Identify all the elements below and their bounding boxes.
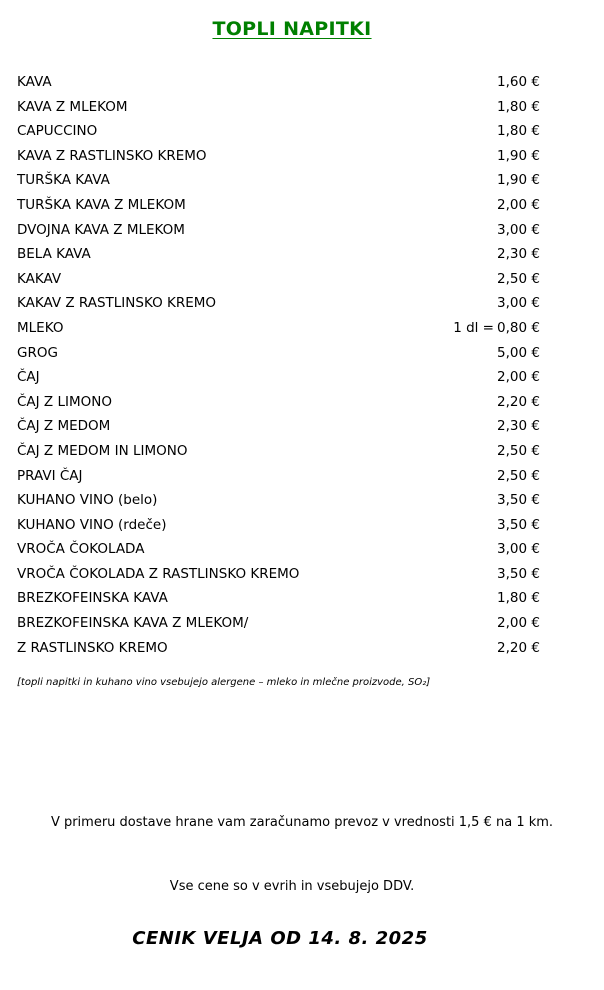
delivery-note: V primeru dostave hrane vam zaračunamo prevoz v vrednosti 1,5 € na 1 km. [50,815,554,830]
menu-item [17,537,549,562]
menu-item [17,464,549,489]
menu-item-price: 2,30 € [497,418,540,435]
menu-item-name: MLEKO [17,319,64,336]
menu-item-name: KAKAV Z RASTLINSKO KREMO [17,295,217,312]
menu-item-price: 1,80 € [497,123,540,140]
menu-item-name: Z RASTLINSKO KREMO [17,639,168,656]
menu-item-name: PRAVI ČAJ [17,467,83,484]
menu-item [17,218,549,243]
page-title: TOPLI NAPITKI [212,18,372,40]
menu-item [17,242,549,267]
menu-item [17,365,549,390]
menu-item-price: 1,60 € [497,74,540,90]
menu-item [17,119,549,144]
menu-item-name: KAVA Z RASTLINSKO KREMO [17,147,207,164]
price-list [17,70,549,660]
menu-item-price: 3,00 € [497,295,540,312]
menu-item [17,267,549,292]
menu-item-price: 2,20 € [497,393,540,410]
menu-item-price: 2,50 € [497,442,540,459]
menu-item-name: KAVA [17,74,52,90]
menu-item-name: GROG [17,344,58,361]
menu-item [17,168,549,193]
menu-item-price: 3,00 € [497,541,540,558]
menu-item-price: 3,50 € [497,492,540,509]
menu-item-name: KAVA Z MLEKOM [17,98,128,115]
menu-item-price: 2,00 € [497,369,540,386]
menu-item-name: KUHANO VINO (belo) [17,492,158,509]
menu-item-name: BREZKOFEINSKA KAVA Z MLEKOM/ [17,615,249,632]
menu-item [17,70,549,95]
menu-item-name: ČAJ Z LIMONO [17,393,112,410]
menu-item-price: 2,00 € [497,196,540,213]
menu-item-price: 2,50 € [497,467,540,484]
menu-item-price: 5,00 € [497,344,540,361]
menu-item-price: 2,20 € [497,639,540,656]
menu-item-price: 0,80 € [497,319,540,336]
menu-item [17,144,549,169]
menu-item-name: DVOJNA KAVA Z MLEKOM [17,221,185,238]
menu-item [17,513,549,538]
menu-item [17,562,549,587]
menu-item [17,611,549,636]
menu-item [17,291,549,316]
menu-item-name: ČAJ Z MEDOM IN LIMONO [17,442,188,459]
menu-item [17,341,549,366]
menu-item [17,439,549,464]
menu-item-name: ČAJ [17,369,40,386]
vat-note: Vse cene so v evrih in vsebujejo DDV. [169,879,415,894]
menu-item [17,488,549,513]
menu-item [17,414,549,439]
menu-item-price: 2,00 € [497,615,540,632]
menu-item-name: VROČA ČOKOLADA Z RASTLINSKO KREMO [17,565,300,582]
menu-item-price: 2,30 € [497,246,540,263]
menu-item [17,586,549,611]
menu-item-price: 3,50 € [497,565,540,582]
menu-item-price: 3,00 € [497,221,540,238]
menu-item-price: 1,90 € [497,147,540,164]
menu-item [17,316,549,341]
menu-item-quantity: 1 dl = [453,319,494,336]
menu-item-price: 3,50 € [497,516,540,533]
menu-item [17,390,549,415]
menu-item-name: TURŠKA KAVA [17,172,110,189]
price-list-date: CENIK VELJA OD 14. 8. 2025 [132,928,428,949]
menu-item-name: ČAJ Z MEDOM [17,418,111,435]
menu-item-name: BELA KAVA [17,246,91,263]
menu-item-price: 2,50 € [497,270,540,287]
menu-item-name: KUHANO VINO (rdeče) [17,516,167,533]
menu-item-name: TURŠKA KAVA Z MLEKOM [17,196,186,213]
menu-item-name: VROČA ČOKOLADA [17,541,145,558]
menu-item-price: 1,80 € [497,590,540,607]
allergen-note: [topli napitki in kuhano vino vsebujejo alergene – mleko in mlečne proizvode, SO₂] [17,677,431,688]
menu-item-price: 1,90 € [497,172,540,189]
menu-item-name: CAPUCCINO [17,123,98,140]
menu-item-name: BREZKOFEINSKA KAVA [17,590,168,607]
menu-item [17,636,549,661]
menu-item-price: 1,80 € [497,98,540,115]
menu-item [17,193,549,218]
menu-item [17,95,549,120]
menu-item-name: KAKAV [17,270,62,287]
